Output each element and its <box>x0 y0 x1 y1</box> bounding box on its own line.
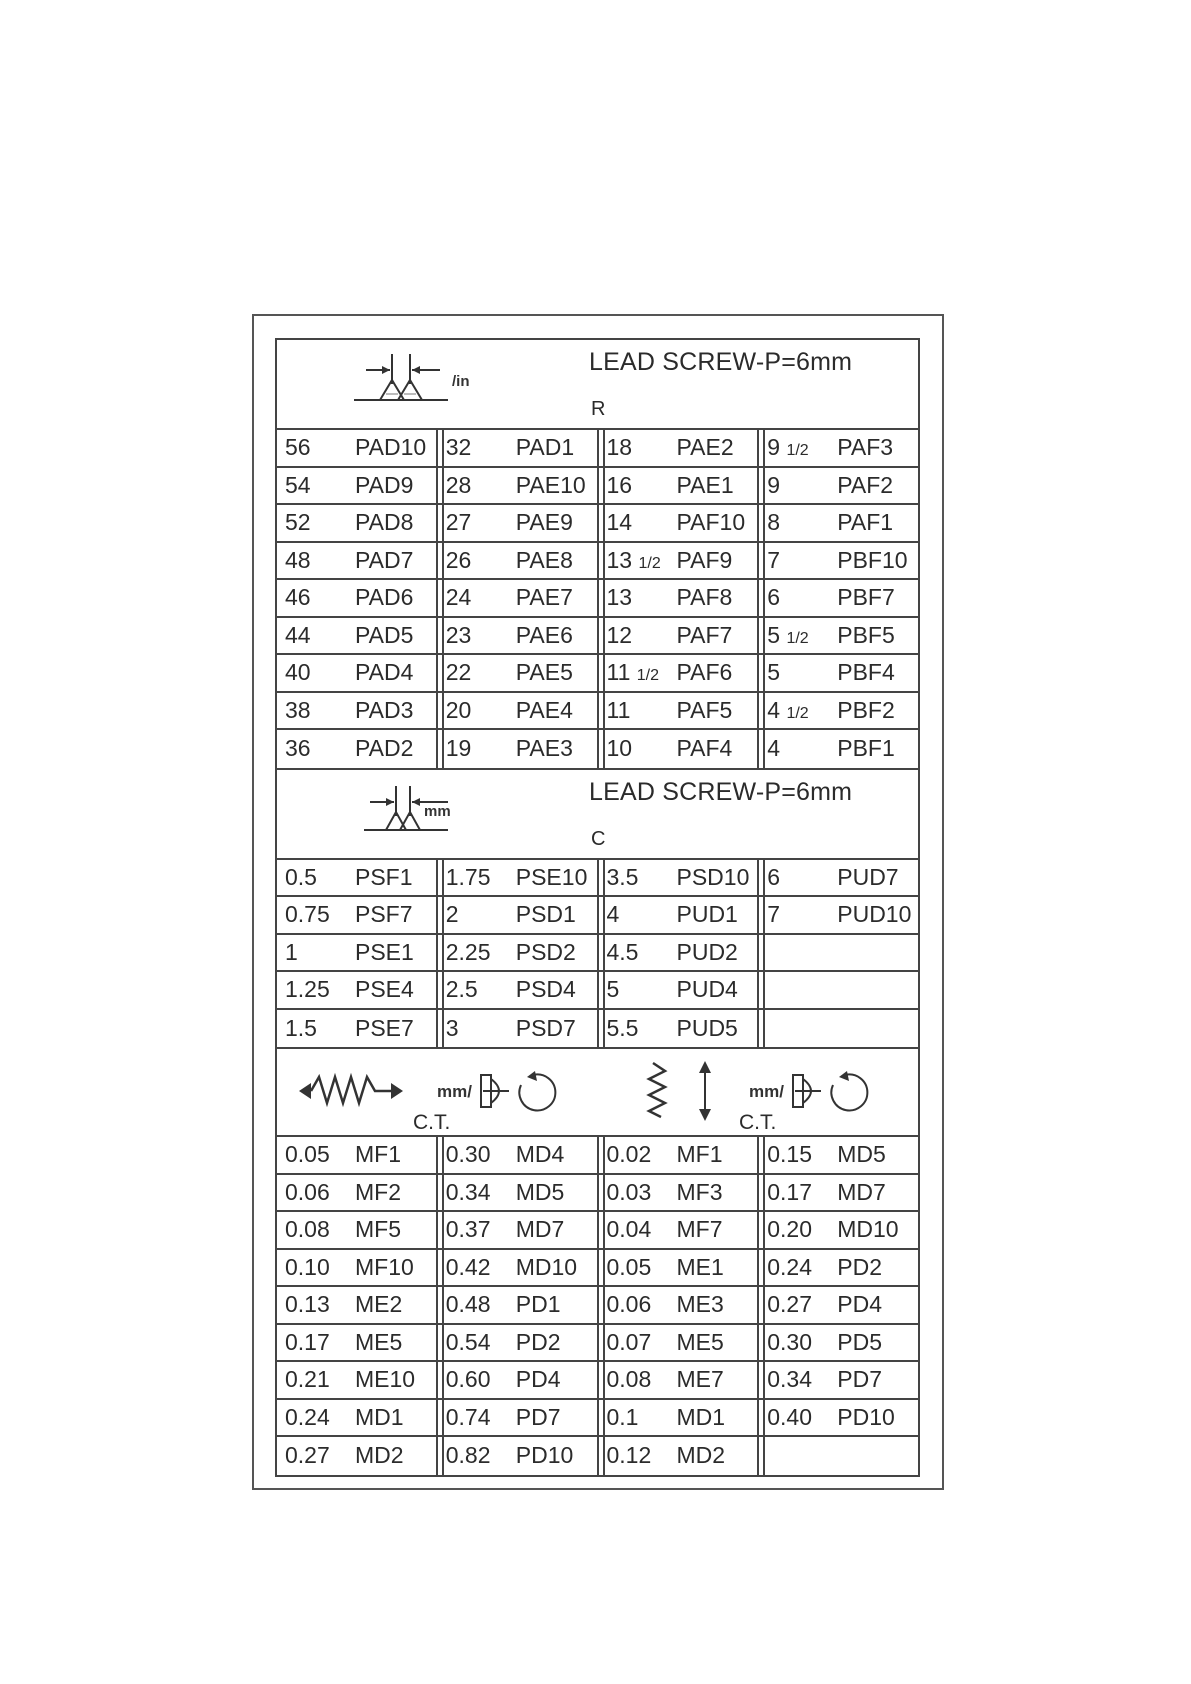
gear-code: MF2 <box>355 1178 401 1205</box>
table-column <box>597 860 758 1048</box>
gear-code: PSE4 <box>355 976 414 1003</box>
gear-code: PAD10 <box>355 434 427 461</box>
pitch-value: 0.48 <box>445 1291 491 1318</box>
table-row <box>759 1137 918 1175</box>
pitch-value: 3.5 <box>606 863 639 890</box>
gear-code: PAE3 <box>515 735 573 762</box>
table-row <box>277 430 436 468</box>
table-row <box>759 693 918 731</box>
pitch-value: 1 <box>285 938 298 965</box>
pitch-value: 0.17 <box>767 1178 813 1205</box>
gear-code: MD10 <box>515 1253 578 1280</box>
gear-code: PD2 <box>515 1328 561 1355</box>
gear-code: MF7 <box>676 1216 723 1243</box>
table-row <box>759 1400 918 1438</box>
gear-code: PAD8 <box>355 509 414 536</box>
pitch-value: 0.27 <box>285 1442 330 1469</box>
table-row <box>599 935 758 973</box>
table-row <box>438 1437 597 1475</box>
table-row <box>759 580 918 618</box>
pitch-value: 0.20 <box>767 1216 813 1243</box>
pitch-value: 0.34 <box>767 1366 813 1393</box>
pitch-value: 56 <box>285 434 311 461</box>
table-column <box>597 430 758 768</box>
pitch-value: 52 <box>285 509 311 536</box>
table-row <box>599 1212 758 1250</box>
feed-unit-left: mm/ <box>437 1082 472 1101</box>
table-row <box>438 1010 597 1048</box>
table-row <box>759 1362 918 1400</box>
inch-thread-icon <box>352 350 482 408</box>
gear-code: ME7 <box>676 1366 724 1393</box>
pitch-value: 0.74 <box>445 1403 491 1430</box>
table-row <box>759 1287 918 1325</box>
pitch-value: 0.40 <box>767 1403 813 1430</box>
pitch-value: 0.37 <box>445 1216 491 1243</box>
pitch-value: 13 1/2 <box>606 546 661 573</box>
gear-code: PUD2 <box>676 938 738 965</box>
table-row <box>759 897 918 935</box>
gear-code: PUD5 <box>676 1014 738 1041</box>
pitch-value: 5 <box>767 659 781 686</box>
gear-code: ME10 <box>355 1366 416 1393</box>
pitch-value: 4 <box>606 901 620 928</box>
pitch-value: 2.5 <box>445 976 478 1003</box>
pitch-value: 0.08 <box>285 1216 330 1243</box>
table-column <box>277 430 436 768</box>
gear-code: PD1 <box>515 1291 561 1318</box>
gear-code: PAD2 <box>355 735 414 762</box>
pitch-value: 0.02 <box>606 1141 652 1168</box>
gear-code: PAF7 <box>676 621 733 648</box>
pitch-value: 5 <box>606 976 620 1003</box>
gear-code: MF10 <box>355 1253 414 1280</box>
gear-code: PBF2 <box>837 696 895 723</box>
gear-code: PBF7 <box>837 584 895 611</box>
pitch-value: 0.75 <box>285 901 330 928</box>
table-row <box>277 1362 436 1400</box>
pitch-value: 4 1/2 <box>767 696 809 723</box>
table-row <box>759 1325 918 1363</box>
table-row <box>759 972 918 1010</box>
gear-code: MD2 <box>355 1442 404 1469</box>
gear-code: ME5 <box>676 1328 724 1355</box>
table-row <box>599 580 758 618</box>
pitch-value: 0.5 <box>285 863 317 890</box>
table-row <box>599 543 758 581</box>
table-row <box>759 505 918 543</box>
table-row <box>759 1250 918 1288</box>
gear-code: PAD7 <box>355 546 414 573</box>
gear-code: PUD7 <box>837 863 899 890</box>
table-row <box>277 543 436 581</box>
table-row <box>599 1437 758 1475</box>
gear-code: ME2 <box>355 1291 403 1318</box>
inch-unit-label: /in <box>452 373 470 390</box>
gear-code: PD4 <box>837 1291 882 1318</box>
table-row <box>277 618 436 656</box>
pitch-value: 4.5 <box>606 938 639 965</box>
feed-header <box>277 1049 918 1137</box>
pitch-value: 0.34 <box>445 1178 491 1205</box>
feed-ct-right: C.T. <box>739 1111 777 1134</box>
pitch-value: 0.82 <box>445 1442 491 1469</box>
pitch-value: 0.03 <box>606 1178 652 1205</box>
pitch-value: 0.21 <box>285 1366 330 1393</box>
pitch-value: 24 <box>445 584 472 611</box>
pitch-value: 14 <box>606 509 633 536</box>
pitch-value: 0.15 <box>767 1141 813 1168</box>
gear-code: PAE6 <box>515 621 573 648</box>
feed-grid <box>277 1137 918 1475</box>
table-row <box>599 1400 758 1438</box>
pitch-value: 0.24 <box>285 1403 330 1430</box>
pitch-value: 5.5 <box>606 1014 639 1041</box>
pitch-value: 0.27 <box>767 1291 813 1318</box>
gear-code: MD10 <box>837 1216 899 1243</box>
gear-code: PUD4 <box>676 976 738 1003</box>
gear-code: PSD1 <box>515 901 576 928</box>
pitch-value: 44 <box>285 621 311 648</box>
gear-code: PAF3 <box>837 434 894 461</box>
gear-code: PAE2 <box>676 434 734 461</box>
pitch-value: 28 <box>445 471 472 498</box>
gear-code: PSF7 <box>355 901 413 928</box>
table-row <box>599 1175 758 1213</box>
table-row <box>277 972 436 1010</box>
pitch-value: 0.24 <box>767 1253 813 1280</box>
table-row <box>277 1212 436 1250</box>
gear-code: PAF9 <box>676 546 733 573</box>
metric-thread-header <box>277 770 918 860</box>
table-column <box>757 1137 918 1475</box>
table-column <box>436 860 597 1048</box>
pitch-value: 40 <box>285 659 311 686</box>
pitch-value: 7 <box>767 901 781 928</box>
gear-code: MD2 <box>676 1442 726 1469</box>
gear-code: PBF10 <box>837 546 908 573</box>
pitch-value: 32 <box>445 434 472 461</box>
table-row <box>438 730 597 768</box>
gear-code: ME1 <box>676 1253 724 1280</box>
table-column <box>277 1137 436 1475</box>
gear-code: MD7 <box>515 1216 565 1243</box>
gear-code: MD4 <box>515 1141 565 1168</box>
table-row <box>277 1010 436 1048</box>
pitch-value: 1.5 <box>285 1014 317 1041</box>
gear-code: PAE10 <box>515 471 586 498</box>
table-row <box>277 897 436 935</box>
table-row <box>277 1175 436 1213</box>
table-row <box>438 1175 597 1213</box>
feed-ct-left: C.T. <box>413 1111 451 1134</box>
table-row <box>599 1287 758 1325</box>
pitch-value: 0.05 <box>285 1141 330 1168</box>
table-row <box>438 972 597 1010</box>
gear-code: MF3 <box>676 1178 723 1205</box>
table-row <box>438 1325 597 1363</box>
table-row <box>277 1400 436 1438</box>
table-row <box>759 1437 918 1475</box>
pitch-value: 23 <box>445 621 472 648</box>
gear-code: PSD7 <box>515 1014 576 1041</box>
gear-code: PUD10 <box>837 901 912 928</box>
table-row <box>277 505 436 543</box>
pitch-value: 9 <box>767 471 781 498</box>
pitch-value: 0.07 <box>606 1328 652 1355</box>
table-row <box>599 430 758 468</box>
table-row <box>599 1250 758 1288</box>
metric-unit-label: mm <box>424 802 451 820</box>
pitch-value: 38 <box>285 696 311 723</box>
table-row <box>759 430 918 468</box>
gear-code: PSD4 <box>515 976 576 1003</box>
gear-code: PAF2 <box>837 471 894 498</box>
table-column <box>757 860 918 1048</box>
table-row <box>599 860 758 898</box>
gear-code: PUD1 <box>676 901 738 928</box>
table-row <box>599 1325 758 1363</box>
pitch-value: 0.60 <box>445 1366 491 1393</box>
table-row <box>599 505 758 543</box>
pitch-value: 0.30 <box>445 1141 491 1168</box>
pitch-value: 10 <box>606 735 633 762</box>
inch-thread-header <box>277 340 918 430</box>
gear-code: MF1 <box>676 1141 723 1168</box>
pitch-value: 8 <box>767 509 781 536</box>
metric-section-title: LEAD SCREW-P=6mm <box>589 777 853 806</box>
pitch-value: 0.30 <box>767 1328 813 1355</box>
table-row <box>759 860 918 898</box>
gear-code: MD1 <box>676 1403 726 1430</box>
table-row <box>438 860 597 898</box>
gear-code: PSD2 <box>515 938 576 965</box>
gear-code: PAE8 <box>515 546 573 573</box>
pitch-value: 0.13 <box>285 1291 330 1318</box>
table-column <box>757 430 918 768</box>
inch-section-letter: R <box>591 398 606 420</box>
gear-code: PAE5 <box>515 659 573 686</box>
gear-code: PAF4 <box>676 735 733 762</box>
pitch-value: 22 <box>445 659 472 686</box>
gear-code: PAF5 <box>676 696 733 723</box>
table-row <box>277 1250 436 1288</box>
pitch-value: 11 1/2 <box>606 659 660 686</box>
pitch-value: 1.25 <box>285 976 330 1003</box>
metric-thread-grid <box>277 860 918 1050</box>
table-row <box>438 430 597 468</box>
table-row <box>759 1175 918 1213</box>
pitch-value: 12 <box>606 621 633 648</box>
table-column <box>277 860 436 1048</box>
table-row <box>277 1137 436 1175</box>
table-row <box>438 1137 597 1175</box>
table-row <box>759 618 918 656</box>
table-row <box>759 543 918 581</box>
pitch-value: 0.17 <box>285 1328 330 1355</box>
table-row <box>599 655 758 693</box>
pitch-value: 0.06 <box>606 1291 652 1318</box>
gear-code: PAD1 <box>515 434 575 461</box>
gear-code: PBF4 <box>837 659 895 686</box>
table-row <box>277 730 436 768</box>
pitch-value: 19 <box>445 735 472 762</box>
table-row <box>599 618 758 656</box>
gear-code: PSD10 <box>676 863 750 890</box>
gear-code: PAD4 <box>355 659 414 686</box>
table-row <box>599 1137 758 1175</box>
gear-code: PAE7 <box>515 584 573 611</box>
gear-code: PAD3 <box>355 696 414 723</box>
table-row <box>438 1362 597 1400</box>
gear-code: PAF1 <box>837 509 894 536</box>
pitch-value: 18 <box>606 434 633 461</box>
table-row <box>759 655 918 693</box>
gear-code: ME3 <box>676 1291 724 1318</box>
pitch-value: 26 <box>445 546 472 573</box>
pitch-value: 46 <box>285 584 311 611</box>
pitch-value: 3 <box>445 1014 459 1041</box>
table-row <box>599 730 758 768</box>
inch-thread-grid <box>277 430 918 770</box>
gear-code: PSE10 <box>515 863 588 890</box>
table-row <box>277 468 436 506</box>
table-row <box>759 935 918 973</box>
gear-code: MF1 <box>355 1141 401 1168</box>
gear-code: PBF5 <box>837 621 895 648</box>
gear-code: PD5 <box>837 1328 882 1355</box>
pitch-value: 13 <box>606 584 633 611</box>
table-row <box>438 543 597 581</box>
table-row <box>438 1400 597 1438</box>
table-row <box>277 1325 436 1363</box>
threading-feed-table <box>275 338 920 1477</box>
gear-code: PAF10 <box>676 509 746 536</box>
table-column <box>597 1137 758 1475</box>
pitch-value: 7 <box>767 546 781 573</box>
pitch-value: 0.10 <box>285 1253 330 1280</box>
table-row <box>599 693 758 731</box>
table-row <box>759 468 918 506</box>
table-row <box>438 935 597 973</box>
gear-code: PD7 <box>515 1403 561 1430</box>
table-row <box>277 1437 436 1475</box>
pitch-value: 2 <box>445 901 459 928</box>
table-column <box>436 430 597 768</box>
pitch-value: 20 <box>445 696 472 723</box>
metric-section-letter: C <box>591 827 606 850</box>
table-row <box>438 1287 597 1325</box>
table-row <box>599 972 758 1010</box>
table-row <box>759 1010 918 1048</box>
pitch-value: 0.08 <box>606 1366 652 1393</box>
table-row <box>599 1362 758 1400</box>
table-row <box>438 505 597 543</box>
table-row <box>277 693 436 731</box>
metric-thread-icon <box>352 780 482 838</box>
gear-code: PAF6 <box>676 659 733 686</box>
pitch-value: 5 1/2 <box>767 621 809 648</box>
gear-code: PSF1 <box>355 863 413 890</box>
gear-code: PD10 <box>515 1442 574 1469</box>
pitch-value: 2.25 <box>445 938 491 965</box>
pitch-value: 54 <box>285 471 311 498</box>
inch-section-title: LEAD SCREW-P=6mm <box>589 348 853 376</box>
table-row <box>438 693 597 731</box>
gear-code: PAE1 <box>676 471 734 498</box>
pitch-value: 0.05 <box>606 1253 652 1280</box>
table-row <box>599 468 758 506</box>
table-row <box>438 1212 597 1250</box>
pitch-value: 48 <box>285 546 311 573</box>
table-column <box>436 1137 597 1475</box>
table-row <box>438 655 597 693</box>
gear-code: PAD9 <box>355 471 414 498</box>
pitch-value: 0.1 <box>606 1403 639 1430</box>
pitch-value: 11 <box>606 696 631 723</box>
pitch-value: 0.54 <box>445 1328 491 1355</box>
gear-code: PAE9 <box>515 509 573 536</box>
gear-code: PD10 <box>837 1403 895 1430</box>
feed-unit-right: mm/ <box>749 1082 784 1101</box>
table-row <box>438 580 597 618</box>
table-row <box>277 935 436 973</box>
pitch-value: 0.42 <box>445 1253 491 1280</box>
gear-code: PAE4 <box>515 696 573 723</box>
table-row <box>438 1250 597 1288</box>
table-row <box>277 655 436 693</box>
gear-code: PAD6 <box>355 584 414 611</box>
gear-code: PBF1 <box>837 735 895 762</box>
gear-code: PAD5 <box>355 621 414 648</box>
pitch-value: 16 <box>606 471 633 498</box>
gear-code: PD7 <box>837 1366 882 1393</box>
pitch-value: 4 <box>767 735 781 762</box>
gear-code: MF5 <box>355 1216 401 1243</box>
gear-code: PD4 <box>515 1366 561 1393</box>
pitch-value: 9 1/2 <box>767 434 809 461</box>
table-row <box>438 468 597 506</box>
table-row <box>759 1212 918 1250</box>
pitch-value: 0.12 <box>606 1442 652 1469</box>
pitch-value: 1.75 <box>445 863 491 890</box>
gear-code: MD5 <box>837 1141 886 1168</box>
table-row <box>599 897 758 935</box>
pitch-value: 6 <box>767 863 781 890</box>
table-row <box>277 860 436 898</box>
gear-code: PD2 <box>837 1253 882 1280</box>
gear-code: MD5 <box>515 1178 565 1205</box>
table-row <box>438 618 597 656</box>
gear-code: MD1 <box>355 1403 404 1430</box>
pitch-value: 0.04 <box>606 1216 652 1243</box>
table-row <box>277 1287 436 1325</box>
gear-code: PSE7 <box>355 1014 414 1041</box>
table-row <box>438 897 597 935</box>
pitch-value: 0.06 <box>285 1178 330 1205</box>
table-row <box>759 730 918 768</box>
gear-code: MD7 <box>837 1178 886 1205</box>
pitch-value: 6 <box>767 584 781 611</box>
gear-code: ME5 <box>355 1328 403 1355</box>
pitch-value: 27 <box>445 509 472 536</box>
table-row <box>599 1010 758 1048</box>
table-row <box>277 580 436 618</box>
pitch-value: 36 <box>285 735 311 762</box>
gear-code: PSE1 <box>355 938 414 965</box>
gear-code: PAF8 <box>676 584 733 611</box>
